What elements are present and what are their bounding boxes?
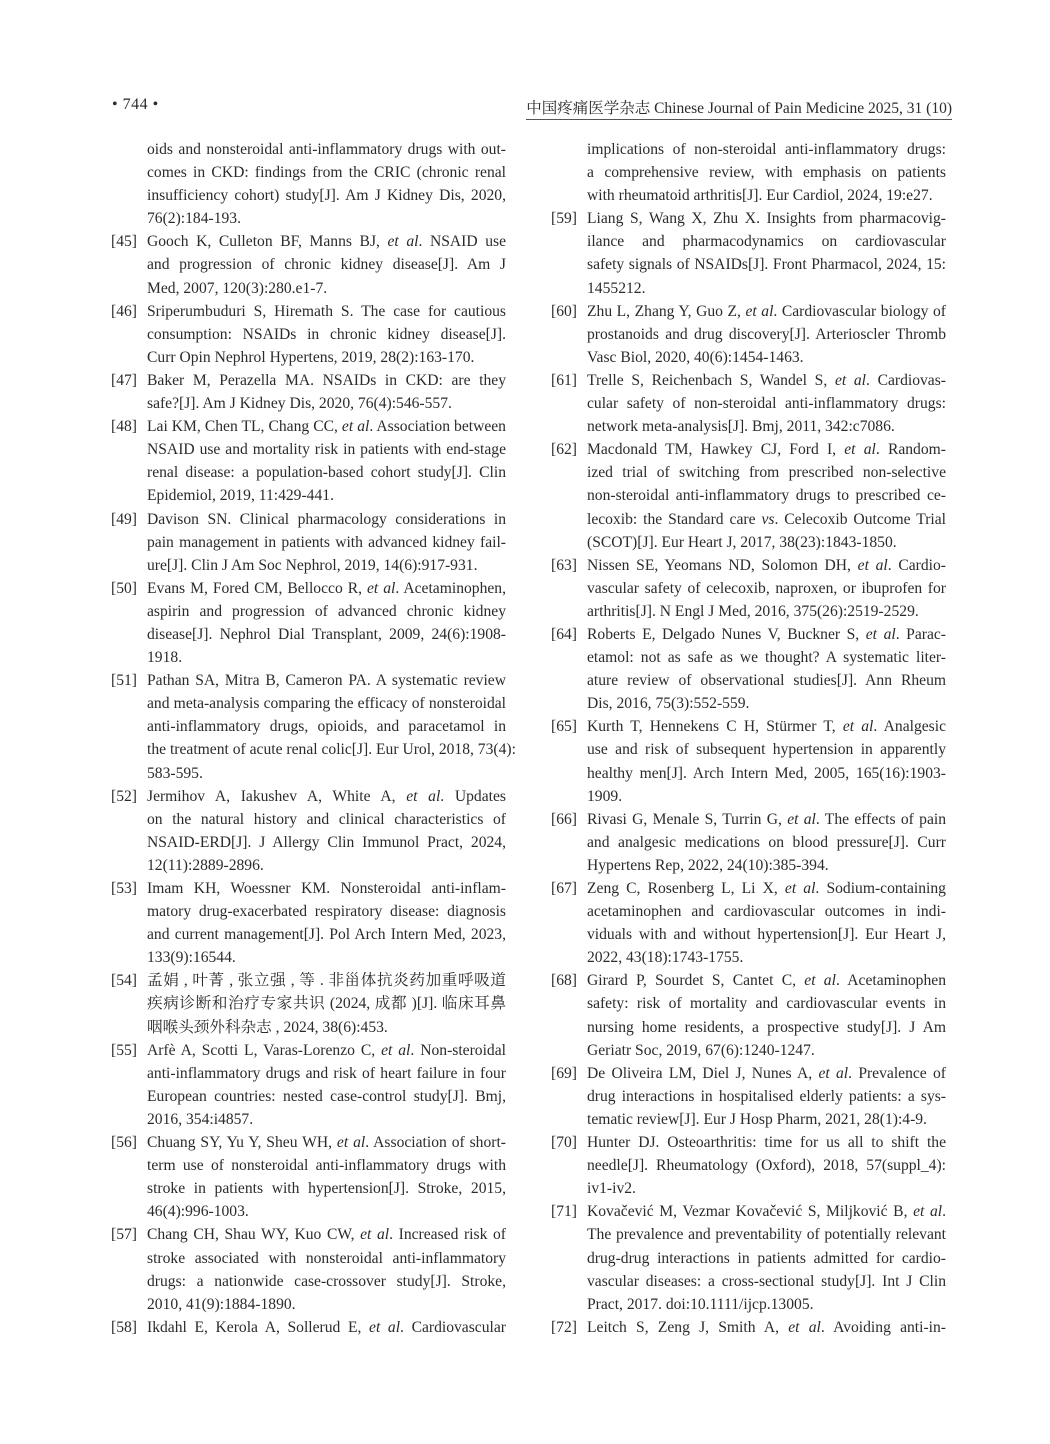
reference-line: NSAID use and mortality risk in patients with end-stage bbox=[147, 441, 506, 459]
reference-item bbox=[551, 300, 946, 369]
reference-line: Girard P, Sourdet S, Cantet C, et al. Acetaminophen bbox=[587, 972, 946, 990]
reference-item bbox=[111, 1316, 506, 1339]
reference-number: [69] bbox=[551, 1064, 577, 1082]
reference-number: [56] bbox=[111, 1134, 137, 1152]
reference-line: non-steroidal anti-inflammatory drugs to prescribed ce- bbox=[587, 487, 946, 505]
reference-line: cular safety of non-steroidal anti-inflammatory drugs: bbox=[587, 395, 946, 413]
reference-line: Macdonald TM, Hawkey CJ, Ford I, et al. Random- bbox=[587, 441, 946, 459]
reference-line: safety: risk of mortality and cardiovascular events in bbox=[587, 995, 946, 1013]
reference-line: a comprehensive review, with emphasis on patients bbox=[587, 164, 946, 182]
reference-item bbox=[551, 877, 946, 969]
reference-line: 12(11):2889-2896. bbox=[147, 856, 264, 874]
reference-line: Liang S, Wang X, Zhu X. Insights from pharmacovig- bbox=[587, 210, 946, 228]
reference-line: arthritis[J]. N Engl J Med, 2016, 375(26):2519-2529. bbox=[587, 602, 919, 620]
reference-line: Chang CH, Shau WY, Kuo CW, et al. Increased risk of bbox=[147, 1226, 506, 1244]
reference-line: Baker M, Perazella MA. NSAIDs in CKD: are they bbox=[147, 371, 506, 389]
reference-column-right bbox=[551, 138, 946, 1339]
reference-line: aspirin and progression of advanced chronic kidney bbox=[147, 602, 506, 620]
reference-item bbox=[111, 969, 506, 1038]
reference-continuation bbox=[111, 138, 506, 230]
reference-line: iv1-iv2. bbox=[587, 1180, 636, 1198]
reference-line: 咽喉头颈外科杂志 , 2024, 38(6):453. bbox=[147, 1018, 388, 1036]
reference-line: ized trial of switching from prescribed non-selective bbox=[587, 464, 946, 482]
reference-line: prostanoids and drug discovery[J]. Arterioscler Thromb bbox=[587, 325, 946, 343]
reference-line: safe?[J]. Am J Kidney Dis, 2020, 76(4):546-557. bbox=[147, 395, 452, 413]
reference-item bbox=[551, 969, 946, 1061]
reference-line: ilance and pharmacodynamics on cardiovascular bbox=[587, 233, 946, 251]
reference-line: 2022, 43(18):1743-1755. bbox=[587, 949, 744, 967]
reference-line: anti-inflammatory drugs, opioids, and paracetamol in bbox=[147, 718, 506, 736]
reference-item bbox=[111, 415, 506, 507]
reference-line: acetaminophen and cardiovascular outcomes in indi- bbox=[587, 903, 946, 921]
reference-line: Arfè A, Scotti L, Varas-Lorenzo C, et al. Non-steroidal bbox=[147, 1041, 506, 1059]
reference-number: [45] bbox=[111, 233, 137, 251]
reference-item bbox=[111, 508, 506, 577]
reference-line: oids and nonsteroidal anti-inflammatory drugs with out- bbox=[147, 141, 506, 158]
reference-item bbox=[111, 1039, 506, 1131]
reference-line: Leitch S, Zeng J, Smith A, et al. Avoiding anti-in- bbox=[587, 1318, 946, 1336]
reference-number: [61] bbox=[551, 371, 577, 389]
reference-item bbox=[111, 1131, 506, 1223]
reference-line: matory drug-exacerbated respiratory disease: diagnosis bbox=[147, 903, 506, 921]
reference-column-left bbox=[111, 138, 516, 1339]
reference-line: etamol: not as safe as we thought? A systematic liter- bbox=[587, 649, 946, 667]
reference-number: [59] bbox=[551, 210, 577, 228]
reference-line: Ikdahl E, Kerola A, Sollerud E, et al. Cardiovascular bbox=[147, 1318, 506, 1336]
reference-line: 583-595. bbox=[147, 764, 203, 782]
reference-line: and meta-analysis comparing the efficacy of nonsteroidal bbox=[147, 695, 506, 713]
reference-item bbox=[551, 1062, 946, 1131]
reference-line: healthy men[J]. Arch Intern Med, 2005, 165(16):1903- bbox=[587, 764, 946, 782]
reference-line: (SCOT)[J]. Eur Heart J, 2017, 38(23):1843-1850. bbox=[587, 533, 897, 551]
reference-line: 46(4):996-1003. bbox=[147, 1203, 249, 1221]
reference-item bbox=[551, 369, 946, 438]
reference-line: needle[J]. Rheumatology (Oxford), 2018, 57(suppl_4): bbox=[587, 1157, 946, 1175]
reference-line: 1918. bbox=[147, 649, 183, 667]
reference-item bbox=[111, 577, 506, 669]
reference-line: The prevalence and preventability of potentially relevant bbox=[587, 1226, 946, 1244]
reference-line: drug-drug interactions in patients admitted for cardio- bbox=[587, 1249, 946, 1267]
reference-item bbox=[551, 554, 946, 623]
reference-item bbox=[551, 438, 946, 553]
reference-item bbox=[551, 715, 946, 807]
reference-line: Jermihov A, Iakushev A, White A, et al. Updates bbox=[147, 787, 506, 805]
reference-number: [63] bbox=[551, 556, 577, 574]
reference-item bbox=[551, 1131, 946, 1200]
reference-item bbox=[111, 300, 506, 369]
reference-line: and analgesic medications on blood pressure[J]. Curr bbox=[587, 833, 946, 851]
reference-item bbox=[111, 669, 516, 784]
page-number: • 744 • bbox=[112, 96, 159, 113]
reference-number: [70] bbox=[551, 1134, 577, 1152]
reference-number: [68] bbox=[551, 972, 577, 990]
reference-item bbox=[111, 877, 506, 969]
reference-number: [50] bbox=[111, 579, 137, 597]
reference-line: nursing home residents, a prospective study[J]. J Am bbox=[587, 1018, 946, 1036]
reference-line: lecoxib: the Standard care vs. Celecoxib Outcome Trial bbox=[587, 510, 947, 528]
reference-line: term use of nonsteroidal anti-inflammatory drugs with bbox=[147, 1157, 506, 1175]
reference-line: and progression of chronic kidney disease[J]. Am J bbox=[147, 256, 506, 274]
reference-line: Evans M, Fored CM, Bellocco R, et al. Acetaminophen, bbox=[147, 579, 506, 597]
reference-line: drugs: a nationwide case-crossover study[J]. Stroke, bbox=[147, 1272, 506, 1290]
reference-line: Hunter DJ. Osteoarthritis: time for us all to shift the bbox=[587, 1134, 946, 1152]
reference-line: Davison SN. Clinical pharmacology considerations in bbox=[147, 510, 506, 528]
reference-line: network meta-analysis[J]. Bmj, 2011, 342:c7086. bbox=[587, 418, 895, 436]
reference-line: Roberts E, Delgado Nunes V, Buckner S, et al. Parac- bbox=[587, 625, 946, 643]
reference-number: [57] bbox=[111, 1226, 137, 1244]
reference-line: Epidemiol, 2019, 11:429-441. bbox=[147, 487, 334, 505]
reference-line: tematic review[J]. Eur J Hosp Pharm, 2021, 28(1):4-9. bbox=[587, 1110, 927, 1128]
reference-line: De Oliveira LM, Diel J, Nunes A, et al. Prevalence of bbox=[587, 1064, 946, 1082]
reference-line: Vasc Biol, 2020, 40(6):1454-1463. bbox=[587, 348, 804, 366]
reference-line: consumption: NSAIDs in chronic kidney disease[J]. bbox=[147, 325, 506, 343]
reference-line: Hypertens Rep, 2022, 24(10):385-394. bbox=[587, 856, 829, 874]
reference-item bbox=[551, 1316, 946, 1339]
reference-number: [65] bbox=[551, 718, 577, 736]
reference-line: ure[J]. Clin J Am Soc Nephrol, 2019, 14(6):917-931. bbox=[147, 556, 478, 574]
reference-line: 1455212. bbox=[587, 279, 646, 297]
reference-item bbox=[111, 785, 506, 877]
reference-number: [48] bbox=[111, 418, 137, 436]
reference-line: Chuang SY, Yu Y, Sheu WH, et al. Association of short- bbox=[147, 1134, 506, 1152]
reference-line: Med, 2007, 120(3):280.e1-7. bbox=[147, 279, 328, 297]
reference-line: European countries: nested case-control study[J]. Bmj, bbox=[147, 1087, 506, 1105]
reference-line: implications of non-steroidal anti-inflammatory drugs: bbox=[587, 141, 946, 158]
reference-line: Pathan SA, Mitra B, Cameron PA. A systematic review bbox=[147, 672, 506, 690]
reference-number: [47] bbox=[111, 371, 137, 389]
reference-item bbox=[551, 1200, 946, 1315]
reference-item bbox=[111, 230, 506, 299]
reference-number: [52] bbox=[111, 787, 137, 805]
reference-continuation bbox=[551, 138, 946, 207]
reference-number: [60] bbox=[551, 302, 577, 320]
reference-line: Dis, 2016, 75(3):552-559. bbox=[587, 695, 750, 713]
reference-line: stroke associated with nonsteroidal anti-inflammatory bbox=[147, 1249, 506, 1267]
reference-line: drug interactions in hospitalised elderly patients: a sys- bbox=[587, 1087, 946, 1105]
reference-line: Kovačević M, Vezmar Kovačević S, Miljković B, et al. bbox=[587, 1203, 946, 1221]
reference-number: [51] bbox=[111, 672, 137, 690]
reference-line: 疾病诊断和治疗专家共识 (2024, 成都 )[J]. 临床耳鼻 bbox=[147, 995, 506, 1013]
reference-number: [67] bbox=[551, 880, 577, 897]
reference-item bbox=[551, 808, 946, 877]
reference-line: use and risk of subsequent hypertension in apparently bbox=[587, 741, 946, 759]
reference-line: Rivasi G, Menale S, Turrin G, et al. The effects of pain bbox=[587, 810, 946, 828]
reference-number: [54] bbox=[111, 972, 137, 990]
reference-line: ature review of observational studies[J]. Ann Rheum bbox=[587, 672, 946, 690]
reference-number: [49] bbox=[111, 510, 137, 528]
reference-line: safety signals of NSAIDs[J]. Front Pharmacol, 2024, 15: bbox=[587, 256, 946, 274]
reference-line: disease[J]. Nephrol Dial Transplant, 2009, 24(6):1908- bbox=[147, 625, 506, 643]
page-header bbox=[112, 96, 952, 120]
reference-line: with rheumatoid arthritis[J]. Eur Cardiol, 2024, 19:e27. bbox=[587, 187, 933, 205]
reference-line: 2010, 41(9):1884-1890. bbox=[147, 1295, 296, 1313]
reference-line: Nissen SE, Yeomans ND, Solomon DH, et al. Cardio- bbox=[587, 556, 946, 574]
reference-line: Zhu L, Zhang Y, Guo Z, et al. Cardiovascular biology of bbox=[587, 302, 946, 320]
reference-number: [46] bbox=[111, 302, 137, 320]
reference-line: Gooch K, Culleton BF, Manns BJ, et al. NSAID use bbox=[147, 233, 506, 251]
reference-line: comes in CKD: findings from the CRIC (chronic renal bbox=[147, 164, 506, 182]
reference-number: [53] bbox=[111, 880, 137, 897]
reference-line: the treatment of acute renal colic[J]. Eur Urol, 2018, 73(4): bbox=[147, 741, 516, 759]
reference-number: [58] bbox=[111, 1318, 137, 1336]
reference-number: [71] bbox=[551, 1203, 577, 1221]
reference-line: stroke in patients with hypertension[J]. Stroke, 2015, bbox=[147, 1180, 506, 1198]
reference-line: insufficiency cohort) study[J]. Am J Kidney Dis, 2020, bbox=[147, 187, 506, 205]
reference-line: vascular safety of celecoxib, naproxen, or ibuprofen for bbox=[587, 579, 946, 597]
reference-number: [62] bbox=[551, 441, 577, 459]
reference-line: Imam KH, Woessner KM. Nonsteroidal anti-inflam- bbox=[147, 880, 506, 897]
reference-number: [72] bbox=[551, 1318, 577, 1336]
reference-item bbox=[111, 369, 506, 415]
reference-item bbox=[551, 623, 946, 715]
reference-line: 1909. bbox=[587, 787, 623, 805]
reference-line: and current management[J]. Pol Arch Intern Med, 2023, bbox=[147, 926, 506, 944]
reference-line: viduals with and without hypertension[J]. Eur Heart J, bbox=[587, 926, 946, 944]
reference-line: Geriatr Soc, 2019, 67(6):1240-1247. bbox=[587, 1041, 815, 1059]
reference-line: Lai KM, Chen TL, Chang CC, et al. Association between bbox=[147, 418, 506, 436]
reference-line: pain management in patients with advanced kidney fail- bbox=[147, 533, 506, 551]
reference-line: on the natural history and clinical characteristics of bbox=[147, 810, 506, 828]
reference-line: anti-inflammatory drugs and risk of heart failure in four bbox=[147, 1064, 506, 1082]
reference-line: 76(2):184-193. bbox=[147, 210, 241, 228]
reference-line: Curr Opin Nephrol Hypertens, 2019, 28(2):163-170. bbox=[147, 348, 475, 366]
reference-number: [64] bbox=[551, 625, 577, 643]
reference-line: Trelle S, Reichenbach S, Wandel S, et al. Cardiovas- bbox=[587, 371, 946, 389]
reference-line: Zeng C, Rosenberg L, Li X, et al. Sodium-containing bbox=[587, 880, 946, 897]
reference-number: [55] bbox=[111, 1041, 137, 1059]
reference-line: Pract, 2017. doi:10.1111/ijcp.13005. bbox=[587, 1295, 814, 1313]
reference-line: vascular diseases: a cross-sectional study[J]. Int J Clin bbox=[587, 1272, 946, 1290]
reference-item bbox=[111, 1223, 506, 1315]
reference-line: renal disease: a population-based cohort study[J]. Clin bbox=[147, 464, 506, 482]
reference-number: [66] bbox=[551, 810, 577, 828]
reference-line: 2016, 354:i4857. bbox=[147, 1110, 254, 1128]
reference-line: 孟娟 , 叶菁 , 张立强 , 等 . 非甾体抗炎药加重呼吸道 bbox=[147, 972, 506, 990]
journal-title: 中国疼痛医学杂志 Chinese Journal of Pain Medicine 2025, 31 (10) bbox=[526, 96, 952, 120]
reference-line: Sriperumbuduri S, Hiremath S. The case for cautious bbox=[147, 302, 506, 320]
reference-line: Kurth T, Hennekens C H, Stürmer T, et al. Analgesic bbox=[587, 718, 946, 736]
reference-line: NSAID-ERD[J]. J Allergy Clin Immunol Pract, 2024, bbox=[147, 833, 506, 851]
reference-item bbox=[551, 207, 946, 299]
reference-line: 133(9):16544. bbox=[147, 949, 236, 967]
